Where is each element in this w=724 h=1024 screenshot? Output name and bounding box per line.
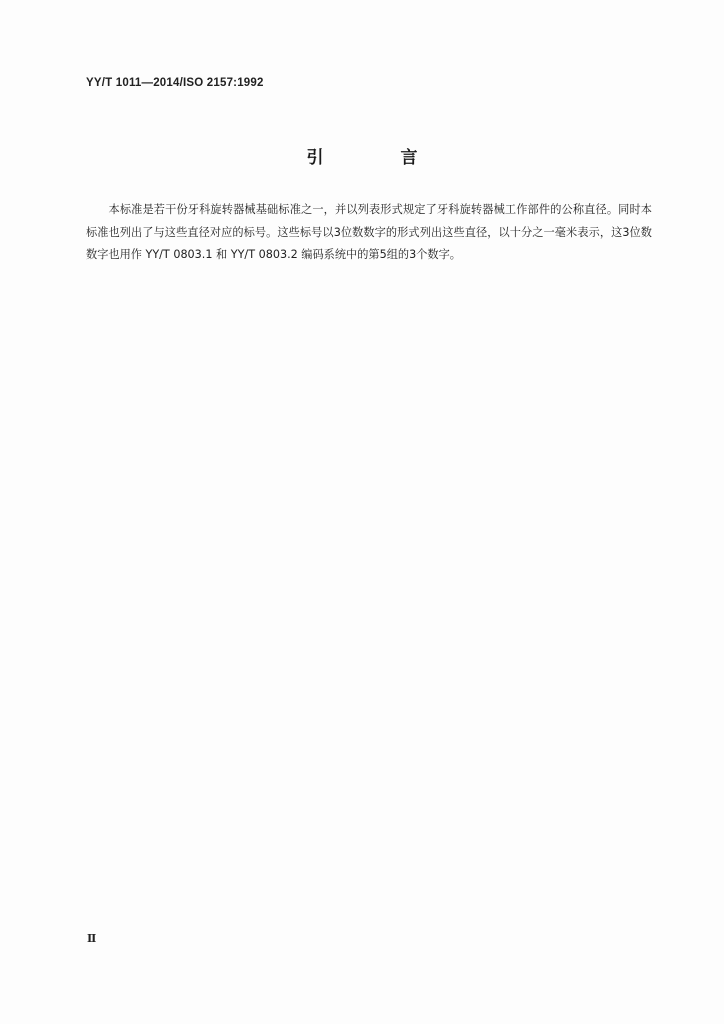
page-number: Ⅱ (87, 932, 97, 945)
section-title: 引 言 (306, 148, 448, 168)
standard-number-header: YY/T 1011—2014/ISO 2157:1992 (86, 77, 264, 89)
introduction-paragraph: 本标准是若干份牙科旋转器械基础标准之一，并以列表形式规定了牙科旋转器械工作部件的公称直径。同时本标准也列出了与这些直径对应的标号。这些标号以3位数数字的形式列出这些直径，以十分之一毫米表示，这3位数数字也用作 YY/T 0803.1 和 YY/T 0803.2 编码系统中的第5组的3个数字。 (86, 203, 652, 261)
